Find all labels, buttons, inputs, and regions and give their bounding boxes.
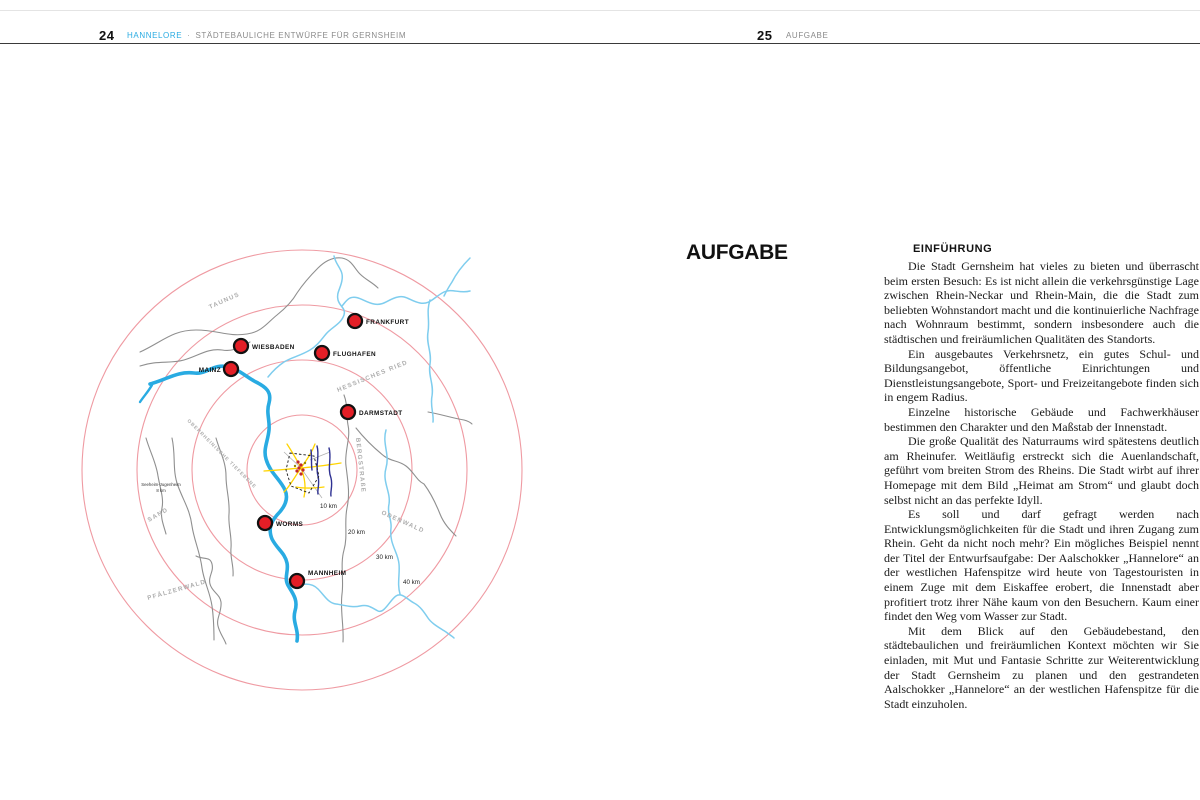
left-running-header-title: STÄDTEBAULICHE ENTWÜRFE FÜR GERNSHEIM — [195, 31, 407, 40]
city-label-wiesbaden: WIESBADEN — [252, 344, 295, 351]
left-page-number: 24 — [99, 28, 115, 43]
city-mainz — [199, 362, 238, 376]
main-river-east — [342, 291, 470, 306]
left-running-header-brand: HANNELORE — [127, 31, 183, 40]
rail-navy-1 — [317, 446, 319, 494]
right-running-header: AUFGABE — [786, 31, 829, 40]
city-darmstadt — [341, 405, 403, 419]
left-running-header — [127, 31, 406, 40]
section-heading: EINFÜHRUNG — [913, 243, 993, 255]
city-label-flughafen: FLUGHAFEN — [333, 351, 377, 358]
region-label-bergstrasse: BERGSTRAßE — [354, 437, 367, 494]
town-dot-olive — [304, 462, 306, 464]
body-paragraph: Die große Qualität des Naturraums wird spätestens deutlich am Rheinufer. Weitläufig erstreckt sich die Auenlandschaft, geführt vom breiten Strom des Rheins. Die Stadt wirbt auf ihrer Homepage mit dem Bild „Heimat am Strom“ und glaubt doch selbst nicht an das perfekte Idyll. — [884, 434, 1199, 507]
road-yellow-6 — [296, 487, 324, 488]
region-label-sand: SAND — [146, 506, 170, 524]
gernsheim-radius-map — [80, 248, 528, 694]
city-marker-darmstadt — [341, 405, 355, 419]
rhine-river — [150, 366, 297, 641]
pfaelzerwald-line-1 — [172, 438, 214, 640]
body-paragraph: Mit dem Blick auf den Gebäudebestand, den städtebaulichen und freiräumlichen Kontext möchten wir Sie einladen, mit Mut und Fantasie Schritte zur Weiterentwicklung der Stadt Gernsheim zu planen und den gestrandeten Aalschokker „Hannelore“ an der westlichen Hafenspitze für die Stadt einzuholen. — [884, 623, 1199, 711]
right-page-number: 25 — [757, 28, 773, 43]
body-paragraph: Es soll und darf gefragt werden nach Entwicklungsmöglichkeiten für die Stadt und ihren Zugang zum Rhein. Geht da nicht noch mehr? Ein mögliches Beispiel nennt der Titel der Entwurfsaufgabe: Der Aalschokker „Hannelore“ an der westlichen Hafenspitze wird heute von Tagestouristen in einem Zuge mit dem Eiskaffee erobert, die Innenstadt aber profitiert trotz ihrer Nähe kaum von den Besuchern. Kaum einer findet den Weg vom Wasser zur Stadt. — [884, 507, 1199, 624]
neckar-river — [300, 584, 454, 638]
corner-line — [428, 412, 472, 424]
city-label-worms: WORMS — [276, 521, 304, 528]
seeheim-annotation — [141, 482, 181, 493]
city-label-frankfurt: FRANKFURT — [366, 319, 410, 326]
ring-label-10km: 10 km — [320, 503, 337, 510]
rail-navy-3 — [311, 450, 312, 470]
town-dot — [297, 466, 300, 469]
body-paragraph: Die Stadt Gernsheim hat vieles zu bieten und überrascht beim ersten Besuch: Es ist nicht allein die verkehrsgünstige Lage zwischen Rhein-Neckar und Rhein-Main, die die Stadt zum beliebten Wohnstandort macht und die kontinuierliche Nachfrage nach Wohnraum bestimmt, sondern insbesondere auch die städtischen und freiräumlichen Qualitäten des Standorts. — [884, 259, 1199, 346]
page-top-edge — [0, 10, 1200, 11]
city-label-mainz: MAINZ — [198, 367, 221, 374]
city-frankfurt — [348, 314, 409, 328]
body-paragraph: Ein ausgebautes Verkehrsnetz, ein gutes Schul- und Bildungsangebot, öffentliche Einrichtungen und Dienstleistungsangebote, Sport- und Freizeitangebote finden sich in engem Radius. — [884, 346, 1199, 405]
town-dot — [299, 463, 302, 466]
town-dot — [295, 469, 298, 472]
city-marker-worms — [258, 516, 272, 530]
town-dot — [299, 472, 302, 475]
left-running-header-separator: · — [187, 31, 191, 40]
city-marker-frankfurt — [348, 314, 362, 328]
city-wiesbaden — [234, 339, 295, 353]
city-label-mannheim: MANNHEIM — [308, 570, 347, 577]
ring-label-20km: 20 km — [348, 529, 365, 536]
city-marker-mannheim — [290, 574, 304, 588]
map-figure — [80, 248, 528, 694]
ring-label-30km: 30 km — [376, 554, 393, 561]
introduction-column — [884, 243, 1199, 711]
town-dot — [296, 460, 299, 463]
town-line-gray-1 — [284, 452, 301, 468]
body-paragraph: Einzelne historische Gebäude und Fachwerkhäuser bestimmen den Charakter und den Maßstab der Innenstadt. — [884, 404, 1199, 434]
city-marker-wiesbaden — [234, 339, 248, 353]
region-label-taunus: TAUNUS — [207, 290, 242, 311]
town-dot-olive — [294, 465, 296, 467]
main-river — [268, 256, 344, 377]
city-label-darmstadt: DARMSTADT — [359, 410, 403, 417]
stream-right — [428, 300, 434, 422]
region-label-hessisches-ried: HESSISCHES RIED — [336, 358, 410, 394]
city-worms — [258, 516, 304, 530]
page-title: AUFGABE — [686, 241, 788, 264]
city-flughafen — [315, 346, 376, 360]
ring-label-40km: 40 km — [403, 579, 420, 586]
region-label-tiefebene: OBERRHEINISCHE TIEFEBENE — [185, 418, 257, 491]
region-label-pfaelzerwald: PFÄLZERWALD — [146, 578, 208, 602]
rail-navy-2 — [329, 448, 332, 496]
region-label-odenwald: ODENWALD — [380, 509, 426, 535]
seeheim-annotation-line2: 8 km — [156, 488, 166, 493]
gernsheim-town-cluster — [264, 444, 341, 498]
city-marker-mainz — [224, 362, 238, 376]
rhine-branch — [140, 385, 152, 402]
city-marker-flughafen — [315, 346, 329, 360]
town-dot — [301, 468, 304, 471]
header-rule — [0, 43, 1200, 44]
seeheim-annotation-line1: Seeheim-Jugenheim — [141, 482, 181, 487]
